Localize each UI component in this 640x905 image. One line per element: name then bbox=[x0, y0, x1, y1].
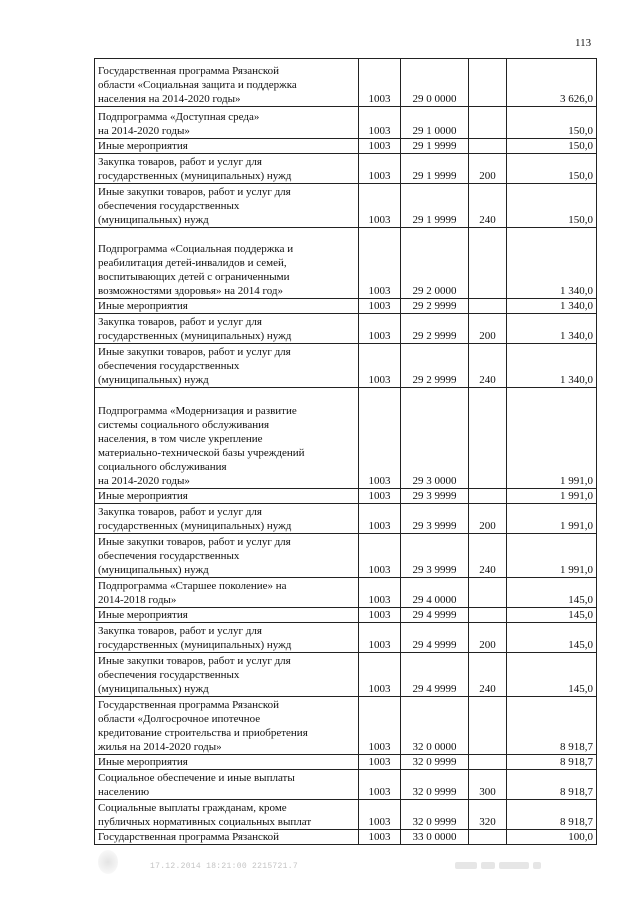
row-section-code: 1003 bbox=[359, 59, 401, 107]
row-expense-type bbox=[469, 578, 507, 608]
row-expense-type: 240 bbox=[469, 344, 507, 388]
page-number: 113 bbox=[575, 37, 592, 49]
faint-signature-mark bbox=[455, 856, 555, 870]
row-name: Иные закупки товаров, работ и услуг для обеспечения государственных (муниципальных) нужд bbox=[95, 653, 359, 697]
row-target-article: 29 3 9999 bbox=[401, 504, 469, 534]
row-section-code: 1003 bbox=[359, 697, 401, 755]
row-section-code: 1003 bbox=[359, 534, 401, 578]
row-expense-type bbox=[469, 139, 507, 154]
row-expense-type bbox=[469, 489, 507, 504]
row-target-article: 29 3 9999 bbox=[401, 534, 469, 578]
row-amount: 8 918,7 bbox=[507, 755, 597, 770]
row-name: Закупка товаров, работ и услуг для государственных (муниципальных) нужд bbox=[95, 154, 359, 184]
row-name: Подпрограмма «Старшее поколение» на 2014-2018 годы» bbox=[95, 578, 359, 608]
row-target-article: 29 2 0000 bbox=[401, 228, 469, 299]
row-target-article: 29 4 0000 bbox=[401, 578, 469, 608]
scan-blot bbox=[98, 850, 118, 874]
row-expense-type: 200 bbox=[469, 504, 507, 534]
row-amount: 150,0 bbox=[507, 184, 597, 228]
row-section-code: 1003 bbox=[359, 139, 401, 154]
row-section-code: 1003 bbox=[359, 578, 401, 608]
row-section-code: 1003 bbox=[359, 608, 401, 623]
row-expense-type bbox=[469, 107, 507, 139]
table-row bbox=[95, 504, 597, 534]
row-amount: 1 991,0 bbox=[507, 489, 597, 504]
row-expense-type bbox=[469, 59, 507, 107]
table-row bbox=[95, 314, 597, 344]
table-row bbox=[95, 489, 597, 504]
row-amount: 1 340,0 bbox=[507, 299, 597, 314]
table-row bbox=[95, 228, 597, 299]
table-row bbox=[95, 623, 597, 653]
row-section-code: 1003 bbox=[359, 653, 401, 697]
table-row bbox=[95, 59, 597, 107]
row-amount: 1 991,0 bbox=[507, 388, 597, 489]
row-expense-type: 240 bbox=[469, 184, 507, 228]
row-expense-type: 320 bbox=[469, 800, 507, 830]
row-section-code: 1003 bbox=[359, 755, 401, 770]
row-name: Иные мероприятия bbox=[95, 299, 359, 314]
row-amount: 8 918,7 bbox=[507, 770, 597, 800]
row-amount: 145,0 bbox=[507, 578, 597, 608]
table-row bbox=[95, 534, 597, 578]
row-name: Подпрограмма «Доступная среда» на 2014-2020 годы» bbox=[95, 107, 359, 139]
row-section-code: 1003 bbox=[359, 228, 401, 299]
row-target-article: 29 1 0000 bbox=[401, 107, 469, 139]
row-expense-type bbox=[469, 697, 507, 755]
row-name: Иные закупки товаров, работ и услуг для обеспечения государственных (муниципальных) нужд bbox=[95, 344, 359, 388]
row-section-code: 1003 bbox=[359, 154, 401, 184]
row-section-code: 1003 bbox=[359, 388, 401, 489]
table-row bbox=[95, 697, 597, 755]
row-amount: 150,0 bbox=[507, 139, 597, 154]
row-name: Иные мероприятия bbox=[95, 489, 359, 504]
table-row bbox=[95, 184, 597, 228]
row-section-code: 1003 bbox=[359, 504, 401, 534]
row-name: Социальные выплаты гражданам, кроме публичных нормативных социальных выплат bbox=[95, 800, 359, 830]
table-row bbox=[95, 830, 597, 845]
row-section-code: 1003 bbox=[359, 830, 401, 845]
table-row bbox=[95, 154, 597, 184]
row-name: Подпрограмма «Модернизация и развитие системы социального обслуживания населения, в том числе укрепление материально-технической базы учреждений социального обслуживания на 2014-2020 годы» bbox=[95, 388, 359, 489]
row-name: Государственная программа Рязанской области «Социальная защита и поддержка населения на 2014-2020 годы» bbox=[95, 59, 359, 107]
row-expense-type: 240 bbox=[469, 534, 507, 578]
table-row bbox=[95, 344, 597, 388]
row-amount: 3 626,0 bbox=[507, 59, 597, 107]
row-amount: 145,0 bbox=[507, 608, 597, 623]
table-row bbox=[95, 608, 597, 623]
row-name: Подпрограмма «Социальная поддержка и реабилитация детей-инвалидов и семей, воспитывающих детей с ограниченными возможностями здоровья» на 2014 год» bbox=[95, 228, 359, 299]
row-section-code: 1003 bbox=[359, 299, 401, 314]
row-target-article: 29 3 9999 bbox=[401, 489, 469, 504]
row-expense-type: 200 bbox=[469, 623, 507, 653]
row-name: Иные мероприятия bbox=[95, 755, 359, 770]
row-target-article: 29 2 9999 bbox=[401, 344, 469, 388]
row-target-article: 33 0 0000 bbox=[401, 830, 469, 845]
row-target-article: 32 0 9999 bbox=[401, 770, 469, 800]
row-amount: 1 991,0 bbox=[507, 534, 597, 578]
row-expense-type: 300 bbox=[469, 770, 507, 800]
row-expense-type: 200 bbox=[469, 314, 507, 344]
row-amount: 8 918,7 bbox=[507, 697, 597, 755]
row-target-article: 32 0 9999 bbox=[401, 800, 469, 830]
row-name: Социальное обеспечение и иные выплаты населению bbox=[95, 770, 359, 800]
row-section-code: 1003 bbox=[359, 314, 401, 344]
row-target-article: 29 1 9999 bbox=[401, 139, 469, 154]
row-name: Иные закупки товаров, работ и услуг для обеспечения государственных (муниципальных) нужд bbox=[95, 534, 359, 578]
row-name: Иные закупки товаров, работ и услуг для обеспечения государственных (муниципальных) нужд bbox=[95, 184, 359, 228]
row-target-article: 29 4 9999 bbox=[401, 608, 469, 623]
row-amount: 150,0 bbox=[507, 107, 597, 139]
row-amount: 1 340,0 bbox=[507, 314, 597, 344]
row-amount: 8 918,7 bbox=[507, 800, 597, 830]
row-section-code: 1003 bbox=[359, 800, 401, 830]
row-name: Государственная программа Рязанской области «Долгосрочное ипотечное кредитование строительства и приобретения жилья на 2014-2020 годы» bbox=[95, 697, 359, 755]
row-amount: 145,0 bbox=[507, 623, 597, 653]
table-row bbox=[95, 770, 597, 800]
row-target-article: 29 0 0000 bbox=[401, 59, 469, 107]
document-stamp: 17.12.2014 18:21:00 2215721.7 bbox=[150, 862, 298, 871]
row-section-code: 1003 bbox=[359, 184, 401, 228]
row-section-code: 1003 bbox=[359, 623, 401, 653]
row-name: Иные мероприятия bbox=[95, 608, 359, 623]
row-target-article: 29 1 9999 bbox=[401, 184, 469, 228]
budget-table-body bbox=[95, 59, 597, 845]
table-row bbox=[95, 388, 597, 489]
row-target-article: 32 0 9999 bbox=[401, 755, 469, 770]
table-row bbox=[95, 107, 597, 139]
row-target-article: 29 4 9999 bbox=[401, 623, 469, 653]
row-section-code: 1003 bbox=[359, 107, 401, 139]
table-row bbox=[95, 139, 597, 154]
budget-table bbox=[94, 58, 597, 845]
row-name: Закупка товаров, работ и услуг для государственных (муниципальных) нужд bbox=[95, 314, 359, 344]
row-amount: 150,0 bbox=[507, 154, 597, 184]
row-amount: 145,0 bbox=[507, 653, 597, 697]
row-target-article: 29 4 9999 bbox=[401, 653, 469, 697]
table-row bbox=[95, 299, 597, 314]
row-target-article: 29 2 9999 bbox=[401, 314, 469, 344]
row-section-code: 1003 bbox=[359, 489, 401, 504]
row-name: Закупка товаров, работ и услуг для государственных (муниципальных) нужд bbox=[95, 504, 359, 534]
row-name: Закупка товаров, работ и услуг для государственных (муниципальных) нужд bbox=[95, 623, 359, 653]
row-target-article: 29 2 9999 bbox=[401, 299, 469, 314]
table-row bbox=[95, 653, 597, 697]
row-amount: 100,0 bbox=[507, 830, 597, 845]
table-row bbox=[95, 578, 597, 608]
row-amount: 1 340,0 bbox=[507, 344, 597, 388]
table-row bbox=[95, 800, 597, 830]
row-target-article: 29 3 0000 bbox=[401, 388, 469, 489]
row-target-article: 29 1 9999 bbox=[401, 154, 469, 184]
row-expense-type bbox=[469, 830, 507, 845]
row-section-code: 1003 bbox=[359, 344, 401, 388]
row-expense-type bbox=[469, 299, 507, 314]
table-row bbox=[95, 755, 597, 770]
row-expense-type bbox=[469, 755, 507, 770]
row-target-article: 32 0 0000 bbox=[401, 697, 469, 755]
row-expense-type: 240 bbox=[469, 653, 507, 697]
row-expense-type bbox=[469, 608, 507, 623]
row-amount: 1 991,0 bbox=[507, 504, 597, 534]
row-name: Государственная программа Рязанской bbox=[95, 830, 359, 845]
row-section-code: 1003 bbox=[359, 770, 401, 800]
row-amount: 1 340,0 bbox=[507, 228, 597, 299]
row-expense-type: 200 bbox=[469, 154, 507, 184]
row-expense-type bbox=[469, 228, 507, 299]
row-name: Иные мероприятия bbox=[95, 139, 359, 154]
row-expense-type bbox=[469, 388, 507, 489]
